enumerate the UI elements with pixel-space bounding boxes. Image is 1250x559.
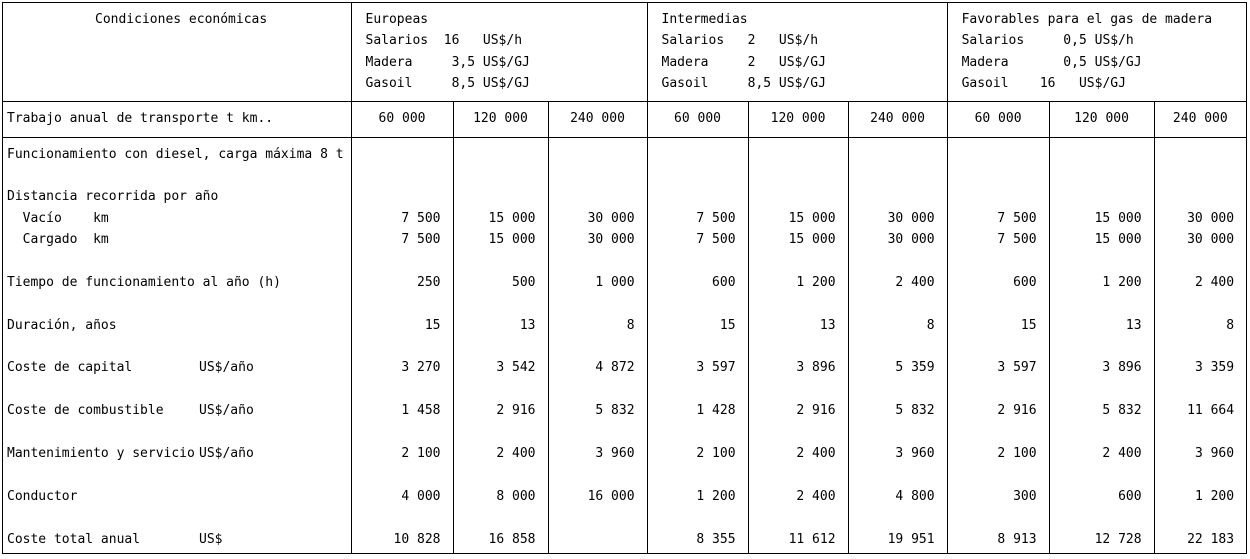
cell-value: 7 500 xyxy=(401,232,441,248)
cell-value: 1 200 xyxy=(796,274,836,290)
cell-value: 4 872 xyxy=(595,360,635,376)
value-column xyxy=(351,137,453,553)
spacer xyxy=(948,186,1037,207)
spacer xyxy=(1050,186,1142,207)
cell-value: 1 200 xyxy=(1194,488,1235,504)
cell-value: 600 xyxy=(712,274,736,290)
spacer xyxy=(1050,422,1142,443)
spacer xyxy=(549,422,635,443)
spacer xyxy=(749,186,836,207)
spacer xyxy=(7,250,351,271)
spacer xyxy=(948,422,1037,443)
cell-value: 30 000 xyxy=(1187,232,1235,248)
spacer xyxy=(849,293,935,314)
cell-value: 30 000 xyxy=(587,232,635,248)
cell-value: 2 916 xyxy=(997,403,1037,419)
spacer xyxy=(648,186,736,207)
cell-value: 15 000 xyxy=(488,210,536,226)
spacer xyxy=(549,507,635,528)
row-label: Vacío km xyxy=(7,210,109,226)
spacer xyxy=(7,293,351,314)
spacer xyxy=(549,165,635,186)
row-label: Cargado km xyxy=(7,232,109,248)
spacer xyxy=(648,379,736,400)
cell-value: 22 183 xyxy=(1187,531,1235,547)
spacer xyxy=(352,250,441,271)
spacer xyxy=(549,250,635,271)
spacer xyxy=(7,336,351,357)
cell-value: 8 xyxy=(1226,317,1235,333)
cell-value: 4 800 xyxy=(895,488,935,504)
cell-value: 30 000 xyxy=(1187,210,1235,226)
cell-value: 3 896 xyxy=(796,360,836,376)
cell-value: 7 500 xyxy=(997,232,1037,248)
spacer xyxy=(849,464,935,485)
cell-value: 12 728 xyxy=(1094,531,1142,547)
value-column xyxy=(453,137,548,553)
spacer xyxy=(454,336,536,357)
spacer xyxy=(454,422,536,443)
row-label: Coste de combustible xyxy=(7,403,164,419)
row-label-line xyxy=(7,229,351,250)
cell-value: 30 000 xyxy=(587,210,635,226)
spacer xyxy=(352,464,441,485)
value-column xyxy=(548,137,647,553)
spacer xyxy=(454,186,536,207)
cell-value: 15 000 xyxy=(1094,210,1142,226)
spacer xyxy=(1155,293,1235,314)
spacer xyxy=(948,250,1037,271)
row-label-line xyxy=(7,443,351,464)
row-unit: US$/año xyxy=(199,360,254,376)
cell-value: 600 xyxy=(1013,274,1037,290)
row-label-line xyxy=(7,357,351,378)
spacer xyxy=(749,336,836,357)
km-value: 120 000 xyxy=(748,101,848,137)
spacer xyxy=(1050,293,1142,314)
spacer xyxy=(549,293,635,314)
cell-value: 8 xyxy=(626,317,635,333)
cell-value: 2 100 xyxy=(997,445,1037,461)
cell-value: 2 400 xyxy=(895,274,935,290)
spacer xyxy=(849,379,935,400)
row-label: Tiempo de funcionamiento al año (h) xyxy=(7,274,281,290)
spacer xyxy=(648,336,736,357)
spacer xyxy=(454,165,536,186)
spacer xyxy=(454,250,536,271)
cell-value: 600 xyxy=(1118,488,1142,504)
km-value: 240 000 xyxy=(848,101,947,137)
spacer xyxy=(1050,507,1142,528)
header-title: Condiciones económicas xyxy=(3,3,351,101)
cell-value: 10 828 xyxy=(393,531,441,547)
cell-value: 2 400 xyxy=(796,445,836,461)
group-line: Salarios 16 US$/h xyxy=(365,33,523,49)
spacer xyxy=(648,507,736,528)
cell-value: 15 xyxy=(424,317,441,333)
row-label-line xyxy=(7,529,351,550)
spacer xyxy=(352,186,441,207)
row-unit: US$ xyxy=(199,531,223,547)
spacer xyxy=(1050,336,1142,357)
value-column xyxy=(748,137,848,553)
spacer xyxy=(1155,507,1235,528)
cell-value: 5 832 xyxy=(895,403,935,419)
spacer xyxy=(1050,250,1142,271)
km-value: 240 000 xyxy=(1154,101,1246,137)
group-line: Gasoil 8,5 US$/GJ xyxy=(365,76,530,92)
spacer xyxy=(948,165,1037,186)
cell-value: 2 916 xyxy=(496,403,536,419)
cell-value: 1 428 xyxy=(696,403,736,419)
row-label: Conductor xyxy=(7,488,78,504)
body-row xyxy=(3,137,1246,553)
spacer xyxy=(7,507,351,528)
spacer xyxy=(549,336,635,357)
cell-value: 3 597 xyxy=(696,360,736,376)
cell-value: 15 xyxy=(1020,317,1037,333)
spacer xyxy=(849,250,935,271)
cell-value: 8 913 xyxy=(997,531,1037,547)
spacer xyxy=(948,336,1037,357)
row-label: Duración, años xyxy=(7,317,117,333)
spacer xyxy=(749,165,836,186)
spacer xyxy=(749,464,836,485)
cell-value: 13 xyxy=(819,317,836,333)
cell-value: 7 500 xyxy=(401,210,441,226)
group-favorables xyxy=(947,3,1246,101)
cell-value: 30 000 xyxy=(887,232,935,248)
cell-value: 8 000 xyxy=(496,488,536,504)
row-unit: US$/año xyxy=(199,445,254,461)
row-label: Mantenimiento y servicio xyxy=(7,445,195,461)
km-value: 60 000 xyxy=(351,101,453,137)
spacer xyxy=(849,144,935,165)
cell-value: 16 000 xyxy=(587,488,635,504)
spacer xyxy=(749,144,836,165)
cell-value: 2 400 xyxy=(1194,274,1235,290)
group-line: Gasoil 8,5 US$/GJ xyxy=(661,76,826,92)
spacer xyxy=(352,144,441,165)
header-row xyxy=(3,3,1246,101)
km-value: 240 000 xyxy=(548,101,647,137)
spacer xyxy=(454,144,536,165)
spacer xyxy=(948,464,1037,485)
spacer xyxy=(648,422,736,443)
row-label-line xyxy=(7,400,351,421)
cell-value: 2 100 xyxy=(696,445,736,461)
cell-value: 1 458 xyxy=(401,403,441,419)
cell-value: 15 000 xyxy=(1094,232,1142,248)
km-value: 60 000 xyxy=(947,101,1049,137)
spacer xyxy=(948,379,1037,400)
cell-value: 250 xyxy=(417,274,441,290)
cell-value: 13 xyxy=(1125,317,1142,333)
cell-value: 3 270 xyxy=(401,360,441,376)
cell-value: 1 200 xyxy=(1102,274,1142,290)
cell-value: 30 000 xyxy=(887,210,935,226)
cell-value: 500 xyxy=(512,274,536,290)
spacer xyxy=(1050,144,1142,165)
spacer xyxy=(352,336,441,357)
group-name: Europeas xyxy=(365,12,429,27)
cell-value xyxy=(549,529,635,550)
group-name: Intermedias xyxy=(661,12,748,27)
spacer xyxy=(1155,144,1235,165)
group-line: Madera 3,5 US$/GJ xyxy=(365,54,530,70)
spacer xyxy=(1050,464,1142,485)
section-label: Distancia recorrida por año xyxy=(7,189,219,205)
spacer xyxy=(549,464,635,485)
group-line: Gasoil 16 US$/GJ xyxy=(961,76,1126,92)
spacer xyxy=(648,293,736,314)
cell-value: 7 500 xyxy=(696,232,736,248)
value-column xyxy=(647,137,748,553)
spacer xyxy=(849,186,935,207)
spacer xyxy=(1155,379,1235,400)
spacer xyxy=(454,464,536,485)
cell-value: 11 612 xyxy=(788,531,836,547)
spacer xyxy=(849,422,935,443)
spacer xyxy=(648,250,736,271)
spacer xyxy=(7,165,351,186)
group-line: Madera 0,5 US$/GJ xyxy=(961,54,1142,70)
cell-value: 2 400 xyxy=(1102,445,1142,461)
spacer xyxy=(849,165,935,186)
cell-value: 2 916 xyxy=(796,403,836,419)
cell-value: 5 359 xyxy=(895,360,935,376)
spacer xyxy=(648,144,736,165)
spacer xyxy=(7,464,351,485)
row-label: Coste total anual xyxy=(7,531,141,547)
cell-value: 300 xyxy=(1013,488,1037,504)
row-label-line xyxy=(7,208,351,229)
spacer xyxy=(1155,422,1235,443)
cell-value: 1 000 xyxy=(595,274,635,290)
cell-value: 15 000 xyxy=(788,210,836,226)
cell-value: 15 000 xyxy=(788,232,836,248)
value-column xyxy=(1049,137,1154,553)
spacer xyxy=(352,507,441,528)
spacer xyxy=(549,144,635,165)
cell-value: 5 832 xyxy=(1102,403,1142,419)
cell-value: 3 542 xyxy=(496,360,536,376)
value-column xyxy=(1154,137,1246,553)
spacer xyxy=(749,422,836,443)
group-europeas xyxy=(351,3,647,101)
spacer xyxy=(1050,165,1142,186)
group-name: Favorables para el gas de madera xyxy=(961,12,1213,27)
km-row xyxy=(3,101,1246,137)
cell-value: 3 960 xyxy=(895,445,935,461)
cost-table-frame xyxy=(2,2,1247,554)
cell-value: 15 000 xyxy=(488,232,536,248)
spacer xyxy=(1155,336,1235,357)
value-column xyxy=(848,137,947,553)
spacer xyxy=(749,507,836,528)
cell-value: 3 960 xyxy=(1194,445,1235,461)
cell-value: 7 500 xyxy=(997,210,1037,226)
spacer xyxy=(948,507,1037,528)
spacer xyxy=(948,293,1037,314)
km-value: 120 000 xyxy=(1049,101,1154,137)
cell-value: 3 960 xyxy=(595,445,635,461)
cell-value: 3 896 xyxy=(1102,360,1142,376)
cell-value: 7 500 xyxy=(696,210,736,226)
row-unit: US$/año xyxy=(199,403,254,419)
spacer xyxy=(352,293,441,314)
row-label-line xyxy=(7,272,351,293)
cell-value: 4 000 xyxy=(401,488,441,504)
group-line: Madera 2 US$/GJ xyxy=(661,54,826,70)
spacer xyxy=(352,379,441,400)
spacer xyxy=(1155,165,1235,186)
spacer xyxy=(948,144,1037,165)
row-label: Coste de capital xyxy=(7,360,133,376)
row-labels xyxy=(3,137,351,553)
cell-value: 2 400 xyxy=(796,488,836,504)
spacer xyxy=(1050,379,1142,400)
cell-value: 2 100 xyxy=(401,445,441,461)
spacer xyxy=(454,507,536,528)
cell-value: 16 858 xyxy=(488,531,536,547)
spacer xyxy=(7,379,351,400)
spacer xyxy=(7,422,351,443)
section-label: Funcionamiento con diesel, carga máxima 8 t xyxy=(7,146,344,162)
cell-value: 11 664 xyxy=(1187,403,1235,419)
km-value: 60 000 xyxy=(647,101,748,137)
row-label-line xyxy=(7,315,351,336)
cell-value: 3 597 xyxy=(997,360,1037,376)
group-line: Salarios 2 US$/h xyxy=(661,33,819,49)
spacer xyxy=(352,422,441,443)
cell-value: 8 xyxy=(926,317,935,333)
spacer xyxy=(749,250,836,271)
spacer xyxy=(849,507,935,528)
cost-table xyxy=(3,3,1246,553)
spacer xyxy=(1155,464,1235,485)
cell-value: 3 359 xyxy=(1194,360,1235,376)
km-value: 120 000 xyxy=(453,101,548,137)
spacer xyxy=(454,293,536,314)
cell-value: 1 200 xyxy=(696,488,736,504)
cell-value: 5 832 xyxy=(595,403,635,419)
km-row-label: Trabajo anual de transporte t km.. xyxy=(3,101,351,137)
value-column xyxy=(947,137,1049,553)
cell-value: 2 400 xyxy=(496,445,536,461)
cell-value: 8 355 xyxy=(696,531,736,547)
spacer xyxy=(648,464,736,485)
cell-value: 15 xyxy=(719,317,736,333)
spacer xyxy=(749,379,836,400)
group-line: Salarios 0,5 US$/h xyxy=(961,33,1134,49)
spacer xyxy=(549,379,635,400)
row-label-line xyxy=(7,486,351,507)
spacer xyxy=(1155,186,1235,207)
spacer xyxy=(352,165,441,186)
spacer xyxy=(749,293,836,314)
spacer xyxy=(849,336,935,357)
spacer xyxy=(549,186,635,207)
group-intermedias xyxy=(647,3,947,101)
cell-value: 19 951 xyxy=(887,531,935,547)
spacer xyxy=(648,165,736,186)
spacer xyxy=(454,379,536,400)
spacer xyxy=(1155,250,1235,271)
cell-value: 13 xyxy=(519,317,536,333)
